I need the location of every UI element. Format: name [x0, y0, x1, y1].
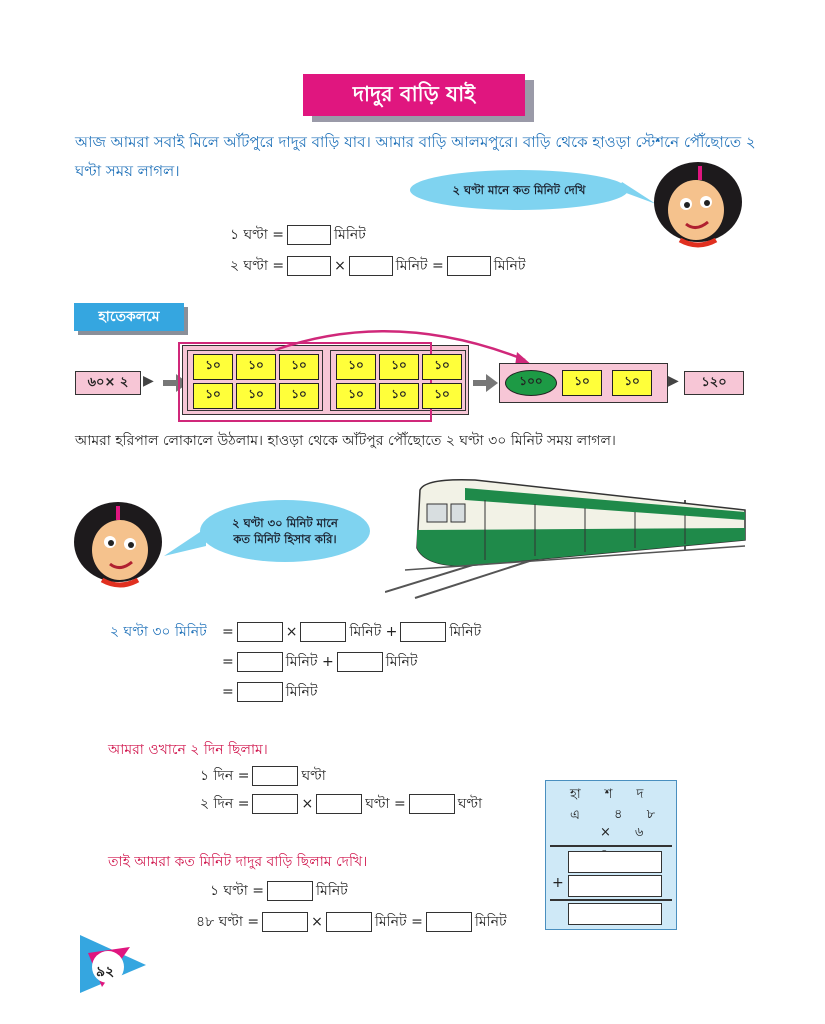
equals-sign: = [222, 684, 234, 700]
answer-box[interactable] [316, 794, 362, 814]
equation-2-lhs: ২ ঘণ্টা = [230, 258, 285, 274]
unit-label: মিনিট [285, 684, 318, 700]
answer-box[interactable] [326, 912, 372, 932]
speech-bubble-1 [410, 170, 628, 210]
speech-bubble-2-line2: কত মিনিট হিসাব করি। [233, 532, 337, 546]
place-value-header: হা শ দ এ [570, 787, 654, 823]
equation-4 [200, 764, 326, 788]
ten-cell: ১০ [336, 354, 376, 380]
equation-3-label: ২ ঘণ্টা ৩০ মিনিট [110, 624, 207, 640]
answer-box[interactable] [287, 225, 331, 245]
ten-cell: ১০ [236, 383, 276, 409]
equation-7-unit1: মিনিট = [374, 914, 423, 930]
intro-paragraph: আজ আমরা সবাই মিলে আঁটপুরে দাদুর বাড়ি যাব। আমার বাড়ি আলমপুরে। বাড়ি থেকে হাওড়া স্টেশনে পৌঁছোতে ২ ঘণ্টা সময় লাগল। [75, 133, 756, 180]
equation-7 [196, 910, 507, 934]
answer-box[interactable] [400, 622, 446, 642]
times-sign: × [311, 914, 323, 930]
minutes-question: তাই আমরা কত মিনিট দাদুর বাড়ি ছিলাম দেখি। [108, 854, 368, 870]
times-sign: × [334, 258, 346, 274]
divider [550, 899, 672, 901]
result-box: ১২০ [684, 371, 744, 395]
times-sign: × [301, 796, 314, 812]
ten-cell: ১০ [379, 383, 419, 409]
equation-5-lhs: ২ দিন = [200, 796, 250, 812]
multiplication-panel [545, 780, 677, 930]
equation-5 [200, 792, 482, 816]
speech-bubble-2-line1: ২ ঘণ্টা ৩০ মিনিট মানে [232, 516, 338, 530]
stay-text: আমরা ওখানে ২ দিন ছিলাম। [108, 742, 268, 758]
times-sign: × [285, 624, 298, 640]
train-paragraph: আমরা হরিপাল লোকালে উঠলাম। হাওড়া থেকে আঁটপুর পৌঁছোতে ২ ঘণ্টা ৩০ মিনিট সময় লাগল। [75, 433, 616, 449]
answer-box[interactable] [267, 881, 313, 901]
unit-plus: মিনিট + [349, 624, 398, 640]
ten-cell: ১০ [562, 370, 602, 396]
equation-4-lhs: ১ দিন = [200, 768, 250, 784]
product-box[interactable] [568, 903, 662, 925]
equation-2-unit2: মিনিট [493, 258, 526, 274]
equation-1-lhs: ১ ঘণ্টা = [230, 227, 285, 243]
ten-cell: ১০ [612, 370, 652, 396]
ten-cell: ১০ [379, 354, 419, 380]
answer-box[interactable] [252, 794, 298, 814]
multiplier: × ৬ [600, 825, 654, 840]
equation-5-unit1: ঘণ্টা = [365, 796, 406, 812]
ten-cell: ১০ [336, 383, 376, 409]
answer-box[interactable] [237, 652, 283, 672]
answer-box[interactable] [426, 912, 472, 932]
answer-box[interactable] [237, 682, 283, 702]
equation-1 [230, 223, 366, 247]
answer-box[interactable] [300, 622, 346, 642]
hundred-oval: ১০০ [505, 370, 557, 396]
equation-4-unit: ঘণ্টা [301, 768, 326, 784]
girl-face-icon [72, 500, 168, 590]
answer-box[interactable] [409, 794, 455, 814]
equation-3-row-2 [222, 650, 417, 674]
page-title: দাদুর বাড়ি যাই [303, 74, 525, 116]
arrow-icon: ▶ [668, 373, 679, 389]
ten-cell: ১০ [422, 354, 462, 380]
gray-arrow-icon [470, 360, 500, 406]
equation-7-unit2: মিনিট [474, 914, 507, 930]
unit-label: মিনিট [385, 654, 418, 670]
equation-6 [210, 879, 348, 903]
equation-6-unit: মিনিট [316, 883, 348, 899]
answer-box[interactable] [337, 652, 383, 672]
girl-face-icon [650, 160, 746, 250]
equation-3-row-3 [222, 680, 318, 704]
answer-box[interactable] [349, 256, 393, 276]
answer-box[interactable] [262, 912, 308, 932]
answer-box[interactable] [447, 256, 491, 276]
partial-product-box[interactable] [568, 851, 662, 873]
start-box: ৬০× ২ [75, 371, 141, 395]
speech-bubble-2 [200, 500, 370, 562]
page-number-badge-icon [80, 935, 150, 995]
speech-bubble-1-text: ২ ঘণ্টা মানে কত মিনিট দেখি [452, 183, 586, 197]
unit-plus: মিনিট + [285, 654, 334, 670]
ten-cell: ১০ [279, 354, 319, 380]
divider [550, 845, 672, 847]
partial-product-box[interactable] [568, 875, 662, 897]
equation-7-lhs: ৪৮ ঘণ্টা = [196, 914, 260, 930]
arrow-icon: ▶ [143, 373, 154, 389]
plus-sign: + [552, 875, 564, 891]
equals-sign: = [222, 654, 234, 670]
equation-5-unit2: ঘণ্টা [457, 796, 483, 812]
page-number: ৯২ [96, 964, 115, 980]
equals-sign: = [222, 624, 234, 640]
equation-3-row-1 [222, 620, 481, 644]
answer-box[interactable] [252, 766, 298, 786]
equation-6-lhs: ১ ঘণ্টা = [210, 883, 265, 899]
ten-cell: ১০ [279, 383, 319, 409]
ten-cell: ১০ [236, 354, 276, 380]
equation-2 [230, 254, 526, 278]
ten-cell: ১০ [422, 383, 462, 409]
unit-label: মিনিট [449, 624, 482, 640]
equation-1-unit: মিনিট [334, 227, 366, 243]
ten-cell: ১০ [193, 354, 233, 380]
equation-2-unit1: মিনিট = [395, 258, 444, 274]
answer-box[interactable] [237, 622, 283, 642]
answer-box[interactable] [287, 256, 331, 276]
section-label-hatekolome: হাতেকলমে [74, 303, 184, 331]
multiplicand: ৪ ৮ [614, 807, 666, 822]
train-illustration [385, 470, 750, 600]
ten-cell: ১০ [193, 383, 233, 409]
